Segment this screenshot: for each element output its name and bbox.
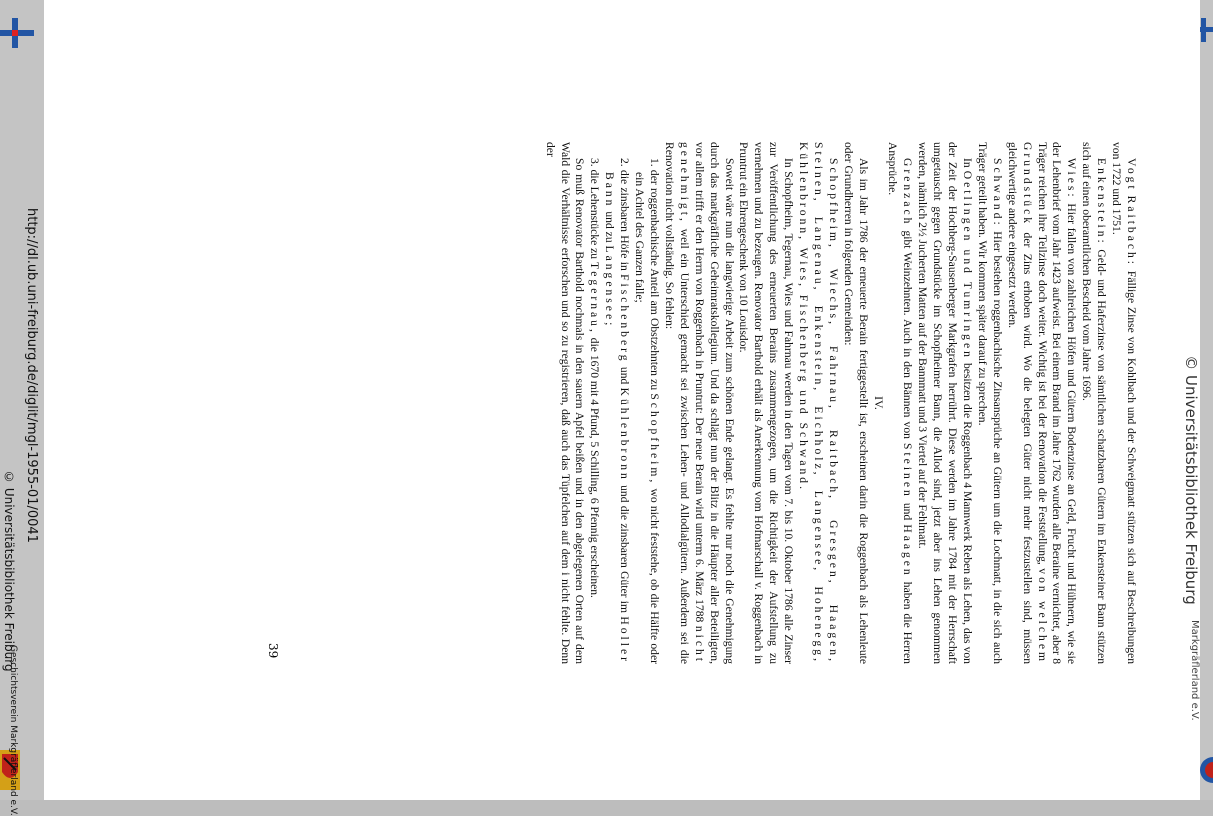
paragraph: So muß Renovator Barthold nochmals in den sauern Apfel beißen und in den abgelegenen Orten auf dem Wald die Verhältnisse erforschen und so zu registrieren, daß auch das Tüpfelchen auf dem i nicht fehlte. Denn der	[543, 142, 587, 664]
society-label: Geschichtsverein Markgräflerland e.V.	[8, 645, 18, 816]
page-number: 39	[266, 643, 280, 659]
paragraph: Enkenstein: Geld- und Haferzinse von sämtlichen schatzbaren Gütern im Enkensteiner Bann stützen sich auf einen oberamtlichen Bescheid vom Jahre 1696.	[1080, 142, 1109, 664]
paragraph: Vogt Raitbach: Fällige Zinse von Kohlbach und der Schweigmatt stützen sich auf Beschreibungen von 1722 und 1751.	[1110, 142, 1138, 664]
missing-items-list	[586, 142, 661, 664]
coat-of-arms-icon-right	[1199, 752, 1213, 788]
page-text	[138, 142, 1138, 664]
document-url[interactable]: http://dl.ub.uni-freiburg.de/diglit/mgl-1955-01/0041	[24, 208, 39, 543]
library-copyright: © Universitätsbibliothek Freiburg	[2, 470, 16, 672]
paragraph: In Oetlingen und Tumringen besitzen die Roggenbach 4 Mannwerk Reben als Lehen, das von der Zeit der Hochberg-Sausenberger Markgrafen herrührt. Diese werden im Jahre 1784 mit der Herrschaft umgetauscht gegen Grundstücke im Schopfheimer Bann, die Allod sind, jetzt aber ins Lehen genommen werden, nämlich 2½ Jucherten Matten auf der Bannmatt und 3 Viertel auf der Fehlmatt.	[916, 142, 975, 664]
list-item: 3. die Lehenstücke zu Tegernau, die 1670 mit 4 Pfund, 5 Schilling, 6 Pfennig erscheinen.	[588, 158, 602, 598]
ub-freiburg-logo-icon-right	[1199, 18, 1213, 42]
right-margin-strip	[1200, 0, 1213, 800]
rotated-page-content	[44, 0, 1200, 800]
list-item: 2. die zinsbaren Höfe in Fischenberg und Kühlenbronn und die zinsbaren Güter im Holler Bann und zu Langensee;	[603, 158, 632, 664]
copyright-stamp: © Universitätsbibliothek Freiburg	[1182, 355, 1200, 605]
ub-freiburg-logo-icon	[0, 18, 34, 48]
paragraph: Schopfheim, Wiechs, Fahrnau, Raitbach, Gresgen, Haagen, Steinen, Langenau, Enkenstein, Eichholz, Langensee, Hohenegg, Kühlenbronn, Wies, Fischenberg und Schwand.	[797, 142, 840, 664]
society-stamp: Markgräflerland e.V.	[1189, 620, 1200, 721]
paragraph: Als im Jahr 1786 der erneuerte Berain fertiggestellt ist, erscheinen darin die Roggenbach als Lehenleute oder Grundherren in folgenden Gemeinden:	[841, 142, 870, 664]
paragraph: Schwand: Hier bestehen roggenbachische Zinsansprüche an Gütern um die Lochmatt, in die sich auch Träger geteilt haben. Wir kommen später darauf zu sprechen.	[975, 142, 1004, 664]
paragraph: Grenzach gibt Weinzehnten. Auch in den Bännen von Steinen und Haagen haben die Herren Ansprüche.	[886, 142, 915, 664]
document-page	[44, 0, 1200, 800]
paragraph: Soweit wäre nun die langwierige Arbeit zum schönen Ende gelangt. Es fehlte nur noch die Genehmigung durch das markgräfliche Geheimratskollegium. Und da schlägt nun der Blitz in die Häupter aller Beteiligten, vor allem trifft er den Herrn von Roggenbach in Pruntrut: Der neue Berain wird unterm 6. März 1788 nicht genehmigt, weil ein Unterschied gemacht sei zwischen Lehen- und Allodialgütern. Außerdem sei die Renovation nicht vollständig. So fehlen:	[662, 142, 736, 664]
list-item: 1. der roggenbachische Anteil am Obstzehnten zu Schopfheim, wo nicht feststehe, ob die Hälfte oder ein Achtel des Ganzen falle;	[633, 158, 661, 664]
paragraph: Wies: Hier fallen von zahlreichen Höfen und Gütern Bodenzinse an Geld, Frucht und Hühnern, wie sie der Lehenbrief vom Jahr 1423 aufweist. Bei einem Brand im Jahre 1762 wurden alle Beraine vernichtet, aber 8 Träger reichen ihre Teilzinse doch weiter. Wichtig ist bei der Renovation die Feststellung, von welchem Grundstück der Zins erhoben wird. Wo die belegten Güter nicht mehr festzustellen sind, müssen gleichwertige andere eingesetzt werden.	[1005, 142, 1079, 664]
paragraph: In Schopfheim, Tegernau, Wies und Fahrnau werden in den Tagen vom 7. bis 10. Oktober 1786 alle Zinser zur Veröffentlichung des erneuerten Berains zusammengezogen, um die Richtigkeit der Aufstellung zu vernehmen und zu bezeugen. Renovator Barthold erhält als Anerkennung vom Hofmarschall v. Roggenbach in Pruntrut ein Ehrengeschenk von 10 Louisdor.	[737, 142, 796, 664]
section-heading: IV.	[871, 396, 885, 410]
